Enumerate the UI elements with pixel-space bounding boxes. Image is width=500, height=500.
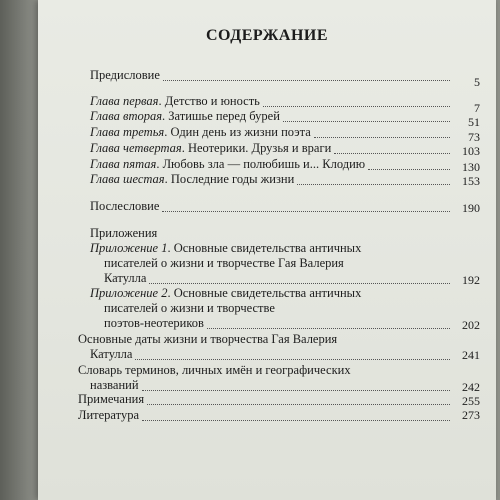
toc-entry bbox=[90, 157, 365, 172]
toc-entry bbox=[78, 392, 144, 407]
toc-entry bbox=[90, 109, 280, 124]
toc-entry-text: . Неотерики. Друзья и враги bbox=[181, 141, 332, 155]
dot-leader bbox=[207, 327, 450, 329]
book-page bbox=[38, 0, 496, 500]
dot-leader bbox=[149, 282, 450, 284]
toc-entry bbox=[90, 286, 361, 301]
toc-entry bbox=[104, 271, 146, 286]
toc-page-number: 273 bbox=[462, 408, 480, 422]
toc-entry-prefix: Глава вторая bbox=[90, 109, 163, 123]
toc-entry-text: Словарь терминов, личных имён и географических bbox=[78, 363, 351, 377]
toc-entry-text: . Один день из жизни поэта bbox=[164, 125, 311, 139]
toc-entry-prefix: Глава шестая bbox=[90, 172, 165, 186]
toc-entry bbox=[104, 301, 275, 316]
toc-entry-text: . Детство и юность bbox=[158, 94, 260, 108]
toc-page-number: 103 bbox=[462, 144, 480, 158]
toc-entry bbox=[90, 347, 132, 362]
dot-leader bbox=[135, 358, 450, 360]
dot-leader bbox=[314, 136, 450, 138]
toc-entry bbox=[78, 408, 139, 423]
toc-entry-text: . Любовь зла — полюбишь и... Клодию bbox=[156, 157, 366, 171]
dot-leader bbox=[263, 105, 450, 107]
toc-entry bbox=[90, 241, 361, 256]
toc-entry-text: . Основные свидетельства античных bbox=[167, 286, 362, 300]
toc-entry-prefix: Глава третья bbox=[90, 125, 165, 139]
toc-entry-prefix: Глава первая bbox=[90, 94, 159, 108]
toc-page-number: 241 bbox=[462, 348, 480, 362]
toc-entry bbox=[90, 68, 160, 83]
toc-page-number: 5 bbox=[474, 75, 480, 89]
toc-entry bbox=[90, 226, 157, 241]
toc-entry bbox=[104, 256, 344, 271]
toc-entry bbox=[90, 141, 331, 156]
toc-entry-prefix: Глава пятая bbox=[90, 157, 157, 171]
dot-leader bbox=[162, 210, 450, 212]
dot-leader bbox=[147, 403, 450, 405]
toc-entry bbox=[90, 378, 139, 393]
toc-page-number: 51 bbox=[468, 115, 480, 129]
toc-entry-text: Примечания bbox=[78, 392, 145, 406]
book-spine-shadow bbox=[0, 0, 38, 500]
table-of-contents bbox=[38, 0, 496, 500]
toc-entry bbox=[90, 94, 260, 109]
dot-leader bbox=[297, 183, 450, 185]
toc-entry bbox=[104, 316, 204, 331]
page-title: СОДЕРЖАНИЕ bbox=[205, 27, 329, 44]
toc-entry bbox=[90, 172, 294, 187]
toc-page-number: 190 bbox=[462, 201, 480, 215]
toc-page-number: 192 bbox=[462, 273, 480, 287]
toc-page-number: 7 bbox=[474, 101, 480, 115]
toc-entry-text: Основные даты жизни и творчества Гая Валерия bbox=[78, 332, 338, 346]
toc-entry-text: Предисловие bbox=[90, 68, 160, 82]
toc-entry-text: . Последние годы жизни bbox=[164, 172, 295, 186]
toc-page-number: 153 bbox=[462, 174, 480, 188]
dot-leader bbox=[142, 389, 450, 391]
toc-entry-text: Приложения bbox=[90, 226, 158, 240]
toc-entry bbox=[90, 125, 311, 140]
toc-page-number: 255 bbox=[462, 394, 480, 408]
toc-entry-text: Послесловие bbox=[90, 199, 160, 213]
toc-page-number: 130 bbox=[462, 160, 480, 174]
toc-entry-text: Литература bbox=[78, 408, 139, 422]
dot-leader bbox=[142, 419, 450, 421]
toc-entry-prefix: Приложение 1 bbox=[90, 241, 168, 255]
dot-leader bbox=[283, 120, 450, 122]
toc-entry-prefix: Глава четвертая bbox=[90, 141, 182, 155]
toc-page-number: 202 bbox=[462, 318, 480, 332]
toc-entry-text: писателей о жизни и творчестве Гая Валерия bbox=[104, 256, 344, 270]
toc-entry-text: названий bbox=[90, 378, 139, 392]
dot-leader bbox=[368, 168, 450, 170]
dot-leader bbox=[163, 79, 450, 81]
toc-page-number: 73 bbox=[468, 130, 480, 144]
toc-entry bbox=[90, 199, 159, 214]
toc-entry bbox=[78, 332, 337, 347]
toc-entry-text: . Основные свидетельства античных bbox=[167, 241, 362, 255]
toc-entry bbox=[78, 363, 351, 378]
toc-entry-text: Катулла bbox=[104, 271, 147, 285]
toc-entry-text: поэтов-неотериков bbox=[104, 316, 204, 330]
toc-entry-text: писателей о жизни и творчестве bbox=[104, 301, 275, 315]
toc-page-number: 242 bbox=[462, 380, 480, 394]
toc-entry-prefix: Приложение 2 bbox=[90, 286, 168, 300]
toc-entry-text: Катулла bbox=[90, 347, 133, 361]
dot-leader bbox=[334, 152, 450, 154]
toc-entry-text: . Затишье перед бурей bbox=[162, 109, 280, 123]
